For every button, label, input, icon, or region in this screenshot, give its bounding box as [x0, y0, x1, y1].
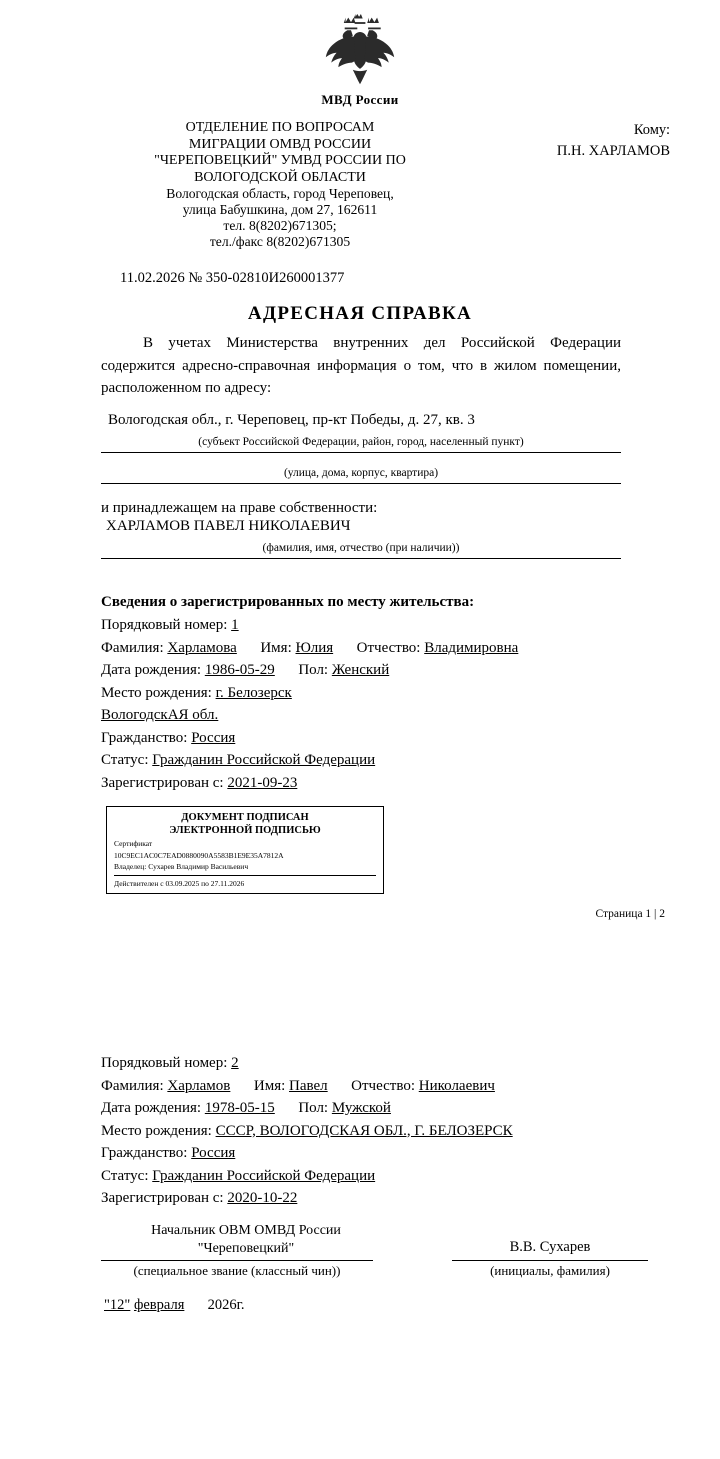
organization-block	[100, 120, 460, 250]
firstname-value: Павел	[289, 1077, 328, 1094]
birthplace-value: г. Белозерск	[215, 684, 292, 701]
address-caption-1: (субъект Российской Федерации, район, город, населенный пункт)	[198, 436, 524, 448]
birthplace-label: Место рождения:	[101, 1122, 212, 1139]
firstname-label: Имя:	[260, 639, 292, 656]
patronymic-label: Отчество:	[351, 1077, 415, 1094]
order-label: Порядковый номер:	[101, 1055, 228, 1071]
order-value: 1	[231, 617, 239, 633]
patronymic-value: Николаевич	[418, 1077, 495, 1094]
birthplace-value: СССР, ВОЛОГОДСКАЯ ОБЛ., Г. БЕЛОЗЕРСК	[215, 1122, 513, 1139]
page-title: АДРЕСНАЯ СПРАВКА	[247, 303, 473, 324]
org-line-2: МИГРАЦИИ ОМВД РОССИИ	[188, 136, 372, 152]
stamp-cert-label: Сертификат	[114, 839, 153, 849]
birthdate-label: Дата рождения:	[101, 662, 202, 678]
sex-label: Пол:	[298, 662, 329, 678]
order-label: Порядковый номер:	[101, 617, 228, 633]
org-fax: тел./факс 8(8202)671305	[209, 234, 351, 250]
emblem-caption: МВД России	[321, 92, 399, 107]
org-address-line-1: Вологодская область, город Череповец,	[166, 186, 394, 202]
electronic-signature-stamp	[106, 806, 384, 894]
signature-rule-left	[101, 1259, 373, 1261]
emblem-block	[0, 14, 720, 108]
signer-position-line-1: Начальник ОВМ ОМВД России	[151, 1223, 341, 1238]
signature-caption-left: (специальное звание (классный чин))	[133, 1263, 341, 1278]
birthdate-label: Дата рождения:	[101, 1100, 202, 1116]
page-number-marker: Страница 1 | 2	[595, 908, 665, 920]
sex-label: Пол:	[298, 1100, 329, 1116]
document-number: 11.02.2026 № 350-02810И260001377	[120, 270, 345, 286]
org-phone: тел. 8(8202)671305;	[223, 218, 337, 234]
signature-caption-right: (инициалы, фамилия)	[490, 1263, 610, 1278]
order-value: 2	[231, 1055, 239, 1071]
lastname-label: Фамилия:	[101, 1077, 164, 1094]
birthplace-extra-value: ВологодскАЯ обл.	[101, 707, 219, 723]
signature-date	[104, 1297, 245, 1314]
citizenship-label: Гражданство:	[101, 1145, 188, 1161]
registered-from-label: Зарегистрирован с:	[101, 774, 224, 791]
signer-name: В.В. Сухарев	[509, 1239, 591, 1255]
stamp-title-line-2: ЭЛЕКТРОННОЙ ПОДПИСЬЮ	[169, 824, 321, 836]
owner-lead-text: и принадлежащем на праве собственности:	[101, 500, 378, 516]
signature-rule-right	[452, 1259, 648, 1261]
org-line-1: ОТДЕЛЕНИЕ ПО ВОПРОСАМ	[185, 120, 375, 135]
stamp-owner: Владелец: Сухарев Владимир Васильевич	[114, 861, 249, 871]
addressee-label: Кому:	[633, 122, 670, 138]
addressee-name: П.Н. ХАРЛАМОВ	[556, 143, 670, 160]
signer-position-line-2: "Череповецкий"	[197, 1241, 295, 1257]
stamp-cert-value: 10C9EC1AC0C7EAD0880090A5583B1E9E35A7812A	[114, 850, 284, 860]
status-value: Гражданин Российской Федерации	[152, 752, 376, 768]
status-label: Статус:	[101, 752, 149, 768]
stamp-validity: Действителен с 03.09.2025 по 27.11.2026	[114, 875, 376, 888]
firstname-value: Юлия	[295, 639, 334, 656]
signer-position	[101, 1222, 391, 1258]
patronymic-label: Отчество:	[356, 639, 421, 656]
citizenship-value: Россия	[191, 729, 236, 746]
stamp-title-line-1: ДОКУМЕНТ ПОДПИСАН	[181, 812, 309, 823]
registered-from-value: 2020-10-22	[227, 1190, 298, 1206]
date-month: февраля	[133, 1297, 185, 1313]
firstname-label: Имя:	[253, 1077, 286, 1094]
lastname-label: Фамилия:	[101, 639, 164, 656]
registered-from-label: Зарегистрирован с:	[101, 1190, 224, 1206]
owner-value: ХАРЛАМОВ ПАВЕЛ НИКОЛАЕВИЧ	[106, 518, 351, 534]
registered-from-value: 2021-09-23	[227, 774, 298, 791]
org-address-line-2: улица Бабушкина, дом 27, 162611	[182, 202, 378, 218]
registered-heading: Сведения о зарегистрированных по месту жительства:	[101, 594, 475, 610]
status-label: Статус:	[101, 1167, 149, 1184]
status-value: Гражданин Российской Федерации	[152, 1167, 376, 1184]
citizenship-value: Россия	[191, 1145, 236, 1161]
lastname-value: Харламова	[167, 639, 237, 656]
owner-caption: (фамилия, имя, отчество (при наличии))	[262, 542, 460, 554]
birthdate-value: 1986-05-29	[204, 662, 275, 678]
lastname-value: Харламов	[167, 1077, 231, 1094]
birthdate-value: 1978-05-15	[204, 1100, 275, 1116]
patronymic-value: Владимировна	[424, 639, 519, 656]
registered-person-record	[101, 1052, 661, 1210]
intro-paragraph: В учетах Министерства внутренних дел Российской Федерации содержится адресно-справочная информация о том, что в жилом помещении, расположенном по адресу:	[101, 335, 621, 396]
org-line-3: "ЧЕРЕПОВЕЦКИЙ" УМВД РОССИИ ПО	[154, 153, 406, 169]
sex-value: Женский	[331, 662, 390, 678]
date-day: "12"	[104, 1297, 131, 1313]
citizenship-label: Гражданство:	[101, 729, 188, 746]
date-year: 2026г.	[207, 1297, 245, 1313]
address-caption-2: (улица, дома, корпус, квартира)	[283, 467, 439, 479]
double-headed-eagle-emblem-icon	[306, 14, 414, 86]
birthplace-label: Место рождения:	[101, 684, 212, 701]
org-line-4: ВОЛОГОДСКОЙ ОБЛАСТИ	[194, 169, 366, 185]
addressee-block	[470, 120, 670, 162]
registered-person-record	[101, 614, 661, 794]
address-value: Вологодская обл., г. Череповец, пр-кт Победы, д. 27, кв. 3	[108, 412, 475, 428]
sex-value: Мужской	[331, 1100, 391, 1116]
